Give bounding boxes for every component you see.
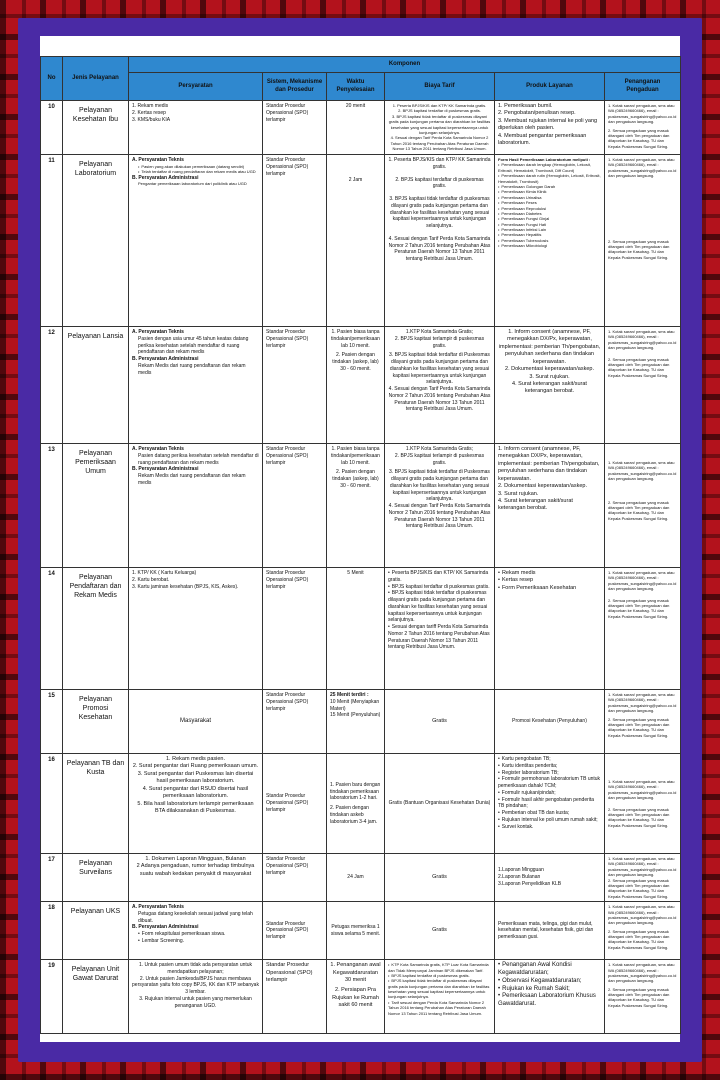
table-row	[41, 854, 681, 902]
procedure: Standar Prosedur Operasional (SPO) terlampir	[263, 754, 327, 854]
requirements: A. Persyaratan Teknis • Pasien yang akan dilakukan pemeriksaan (datang sendiri) • Telah terdaftar di ruang pendaftaran dan rekam medis atau UGD B. Persyaratan Administrasi Pengantar pemeriksaan laboratorium dari poliklinik atau UGD	[129, 155, 263, 327]
cost: Gratis	[385, 854, 495, 902]
table-row	[41, 754, 681, 854]
service-name: Pelayanan Promosi Kesehatan	[63, 690, 129, 754]
service-name: Pelayanan Kesehatan Ibu	[63, 101, 129, 155]
complaints: 1. Kotak saran/ pengaduan, sms atau WA (085249660466), email : puskesmas_sungaisiring@yahoo.co.id dan pengaduan langsung. 2. Semua pengaduan yang masuk ditangani oleh Tim pengaduan dan dilaporkan ke Kasubag. TU dan Kepala Puskesmas Sungai Siring.	[605, 754, 681, 854]
complaints: 1. Kotak saran/ pengaduan, sms atau WA (085249660466), email : puskesmas_sungaisiring@yahoo.co.id dan pengaduan langsung. 2. Semua pengaduan yang masuk ditangani oleh Tim pengaduan dan dilaporkan ke Kasubag. TU dan Kepala Puskesmas Sungai Siring.	[605, 155, 681, 327]
cost: • KTP Kota Samarinda gratis, KTP Luar Kota Samarinda dan Tidak Mempunyai Jaminan BPJS dikenakan Tarif. • BPJS kapitasi terdaftar di puskesmas gratis. • BPJS kapitasi tidak terdaftar di puskesmas dilayani gratis pada kunjungan pertama dan diarahkan ke fasilitas kesehatan yang sesuai kapitasi kepersertaannya untuk kunjungan selanjutnya. • Tarif sesuai dengan Perda Kota Samarinda Nomor 2 Tahun 2016 tentang Perubahan Atas Peraturan Daerah Nomor 13 Tahun 2011 tentang Retribusi Jasa Umum.	[385, 960, 495, 1034]
product: Form Hasil Pemeriksaan Laboratorium meliputi : • Pemeriksaan darah lengkap (Hemoglobin, Lekosit, Eritrosit, Hematokrit, Trombosit, Diff Count) • Pemeriksaan darah rutin (Hemoglobin, Lekosit, Eritrosit, Hematokrit, Trombosit) • Pemeriksaan Golongan Darah • Pemeriksaan Kimia Klinik • Pemeriksaan Urinalisa • Pemeriksaan Feses • Pemeriksaan Reproduksi • Pemeriksaan Diabetes • Pemeriksaan Fungsi Ginjal • Pemeriksaan Fungsi Hati • Pemeriksaan Infeksi Lain • Pemeriksaan Hepatitis • Pemeriksaan Tuberculosis • Pemeriksaan Mikrobiologi	[495, 155, 605, 327]
table-row	[41, 101, 681, 155]
complaints: 1. Kotak saran/ pengaduan, sms atau WA (085249660466), email : puskesmas_sungaisiring@yahoo.co.id dan pengaduan langsung. 2. Semua pengaduan yang masuk ditangani oleh Tim pengaduan dan dilaporkan ke Kasubag. TU dan Kepala Puskesmas Sungai Siring.	[605, 902, 681, 960]
row-no: 15	[41, 690, 63, 754]
product: • Penanganan Awal Kondisi Kegawatdaruratan; • Observasi Kegawatdaruratan; • Rujukan ke Rumah Sakit; • Pemeriksaan Laboratorium Khusus Gawatdarurat.	[495, 960, 605, 1034]
table-row	[41, 690, 681, 754]
table-header	[41, 57, 681, 101]
requirements: 1. Untuk pasien umum tidak ada persyaratan untuk mendapatkan pelayanan; 2. Untuk pasien Jamkesda/BPJS harus membawa persyaratan yaitu foto copy BPJS, KK dan KTP sebanyak 3 lembar. 3. Rujukan internal untuk pasien yang memerlukan penanganan UGD.	[129, 960, 263, 1034]
row-no: 10	[41, 101, 63, 155]
procedure: Standar Prosedur Operasional (SPO) terlampir	[263, 854, 327, 902]
service-name: Pelayanan Pemeriksaan Umum	[63, 444, 129, 568]
complaints: 1. Kotak saran/ pengaduan, sms atau WA (085249660466), email : puskesmas_sungaisiring@yahoo.co.id dan pengaduan langsung. 2. Semua pengaduan yang masuk ditangani oleh Tim pengaduan dan dilaporkan ke Kasubag. TU dan Kepala Puskesmas Sungai Siring.	[605, 960, 681, 1034]
cost: 1.KTP Kota Samarinda Gratis; 2. BPJS kapitasi terlampir di puskesmas gratis. 3. BPJS kapitasi tidak terdaftar di Puskesmas dilayani gratis pada kunjungan pertama dan diarahkan ke fasilitas kesehatan yang sesuai kapitasi kepersertaannya untuk kunjungan selanjutnya. 4. Sesuai dengan Tarif Perda Kota Samarinda Nomor 2 Tahun 2016 tentang Perubahan Atas Peraturan Daerah Nomor 13 Tahun 2011 tentang Retribusi Jasa Umum.	[385, 444, 495, 568]
header-sistem: Sistem, Mekanisme dan Prosedur	[263, 73, 327, 101]
procedure: Standar Prosedur Operasional (SPO) terlampir	[263, 902, 327, 960]
row-no: 14	[41, 568, 63, 690]
duration: 24 Jam	[327, 854, 385, 902]
complaints: 1. Kotak saran/ pengaduan, sms atau WA (085249660466), email : puskesmas_sungaisiring@yahoo.co.id dan pengaduan langsung. 2. Semua pengaduan yang masuk ditangani oleh Tim pengaduan dan dilaporkan ke Kasubag. TU dan Kepala Puskesmas Sungai Siring.	[605, 101, 681, 155]
header-biaya: Biaya Tarif	[385, 73, 495, 101]
cost: Gratis (Bantuan Organisasi Kesehatan Dunia)	[385, 754, 495, 854]
procedure: Standar Prosedur Operasional (SPO) terlampir	[263, 327, 327, 444]
table-row	[41, 327, 681, 444]
procedure: Standar Prosedur Operasional (SPO) terlampir	[263, 690, 327, 754]
complaints: 1. Kotak saran/ pengaduan, sms atau WA (085249660466), email : puskesmas_sungaisiring@yahoo.co.id dan pengaduan langsung. 2. Semua pengaduan yang masuk ditangani oleh Tim pengaduan dan dilaporkan ke Kasubag. TU dan Kepala Puskesmas Sungai Siring.	[605, 568, 681, 690]
duration: 25 Menit terdiri : 10 Menit (Menyiapkan Materi) 15 Menit (Penyuluhan)	[327, 690, 385, 754]
header-jenis: Jenis Pelayanan	[63, 57, 129, 101]
service-standard-table	[40, 56, 681, 1034]
complaints: 1. Kotak saran/ pengaduan, sms atau WA (085249660466), email : puskesmas_sungaisiring@yahoo.co.id dan pengaduan langsung. 2. Semua pengaduan yang masuk ditangani oleh Tim pengaduan dan dilaporkan ke Kasubag. TU dan Kepala Puskesmas Sungai Siring.	[605, 327, 681, 444]
requirements: 1. Dokumen Laporan Mingguan, Bulanan 2 Adanya pengaduan, rumor terhadap timbulnya suatu wabah kedakan penyakit di masyarakat	[129, 854, 263, 902]
product: Pemeriksaan mata, telinga, gigi dan mulut, kesehatan mental, kesehatan fisik, gizi dan pemeriksaan gusi.	[495, 902, 605, 960]
header-pengaduan: Penanganan Pengaduan	[605, 73, 681, 101]
requirements: Masyarakat	[129, 690, 263, 754]
cost: 1. Peserta BPJS/KIS dan KTP/ KK Samarinda gratis. 2. BPJS kapitasi terdaftar di puskesmas gratis. 3. BPJS kapitasi tidak terdaftar di puskesmas dilayani gratis pada kunjungan pertama dan diarahkan ke fasilitas kesehatan yang sesuai kapitasi kepersertaannya untuk kunjungan selanjutnya. 4. Sesuai dengan Tarif Perda Kota Samarinda Nomor 2 Tahun 2016 tentang Perubahan Atas Peraturan Daerah Nomor 13 Tahun 2011 tentang Retribusi Jasa Umum.	[385, 155, 495, 327]
product: 1. Pemeriksaan bumil. 2. Pengobatan/penulisan resep. 3. Membuat rujukan internal ke poli yang diperlukan oleh pasien. 4. Membuat pengantar pemeriksaan laboratorium.	[495, 101, 605, 155]
header-persyaratan: Persyaratan	[129, 73, 263, 101]
table-row	[41, 568, 681, 690]
row-no: 13	[41, 444, 63, 568]
requirements: A. Persyaratan Teknis Pasien dengan usia umur 45 tahun keatas datang periksa kesehatan setelah mendaftar di ruang pendaftaran dan rekam medis B. Persyaratan Administrasi Rekam Medis dari ruang pendaftaran dan rekam medis	[129, 327, 263, 444]
row-no: 11	[41, 155, 63, 327]
header-waktu: Waktu Penyelesaian	[327, 73, 385, 101]
table-row	[41, 960, 681, 1034]
service-name: Pelayanan Surveilans	[63, 854, 129, 902]
document-page	[40, 36, 680, 1042]
duration: 20 menit	[327, 101, 385, 155]
row-no: 17	[41, 854, 63, 902]
product: 1. Inform consent (anamnese, PF, menegakkan DX/Px, keperawatan, implementasi: pemberian Th/pengobatan, penyuluhan sederhana dan tindakan keperawatan. 2. Dokumentasi keperawatan/askep. 3. Surat rujukan. 4. Surat keterangan sakit/surat keterangan berobat.	[495, 327, 605, 444]
header-no: No	[41, 57, 63, 101]
service-name: Pelayanan TB dan Kusta	[63, 754, 129, 854]
procedure: Standar Prosedur Operasional (SPO) terlampir	[263, 155, 327, 327]
duration: 1. Pasien baru dengan tindakan pemeriksaan laboratorium 1-2 hari. 2. Pasien dengan tindakan askeb laboratorium 3-4 jam.	[327, 754, 385, 854]
requirements: A. Persyaratan Teknis Pasien datang periksa kesehatan setelah mendaftar di ruang pendaftaran dan rekam medis B. Persyaratan Administrasi Rekam Medis dari ruang pendaftaran dan rekam medis	[129, 444, 263, 568]
requirements: 1. Rekam medis 2. Kertas resep 3. KMS/buku KIA	[129, 101, 263, 155]
procedure: Standar Prosedur Operasional (SPO) terlampir	[263, 568, 327, 690]
cost: 1. Peserta BPJS/KIS dan KTP/ KK Samarinda gratis. 2. BPJS kapitasi terdaftar di puskesmas gratis. 3. BPJS kapitasi tidak terdaftar di puskesmas dilayani gratis pada kunjungan pertama dan diarahkan ke fasilitas kesehatan yang sesuai kapitasi kepersertaannya untuk kunjungan selanjutnya. 4. Sesuai dengan Tarif Perda Kota Samarinda Nomor 2 Tahun 2016 tentang Perubahan Atas Peraturan Daerah Nomor 13 Tahun 2011 tentang Retribusi Jasa Umum.	[385, 101, 495, 155]
duration: 5 Menit	[327, 568, 385, 690]
requirements: 1. KTP/ KK ( Kartu Keluarga) 2. Kartu berobat. 3. Kartu jaminan kesehatan (BPJS, KIS, Askes).	[129, 568, 263, 690]
duration: 1. Pasien biasa tanpa tindakan/pemeriksaan lab 10 menit. 2. Pasien dengan tindakan (askep, lab) 30 - 60 menit.	[327, 444, 385, 568]
table-row	[41, 444, 681, 568]
requirements: 1. Rekam medis pasien. 2. Surat pengantar dari Ruang pemeriksaan umum. 3. Surat pengantar dari Puskesmas lain disertai hasil pemeriksaan laboratorium. 4. Surat pengantar dari RSUD disertai hasil pemeriksaan laboratorium. 5. Bila hasil laboratorium terlampir pemeriksaan BTA dilaksanakan di Puskesmas.	[129, 754, 263, 854]
header-produk: Produk Layanan	[495, 73, 605, 101]
complaints: 1. Kotak saran/ pengaduan, sms atau WA (085249660466), email : puskesmas_sungaisiring@yahoo.co.id dan pengaduan langsung. 2. Semua pengaduan yang masuk ditangani oleh Tim pengaduan dan dilaporkan ke Kasubag. TU dan Kepala Puskesmas Sungai Siring.	[605, 444, 681, 568]
duration: 2 Jam	[327, 155, 385, 327]
duration: 1. Penanganan awal Kegawatdaruratan 30 menit 2. Persiapan Pra Rujukan ke Rumah sakit 60 menit	[327, 960, 385, 1034]
product: 1. Inform consent (anamnese, PF, menegakkan DX/Px, keperawatan, implementasi: pemberian Th/pengobatan, penyuluhan sederhana dan tindakan keperawatan. 2. Dokumentasi keperawatan/askep. 3. Surat rujukan. 4. Surat keterangan sakit/surat keterangan berobat.	[495, 444, 605, 568]
table-row	[41, 902, 681, 960]
product: • Kartu pengobatan TB; • Kartu identitas penderita; • Register laboratorium TB; • Formulir permohonan laboratorium TB untuk pemeriksaan dahak/ TCM; • Formulir rujukan/pindah; • Formulir hasil akhir pengobatan penderita TB pindahan; • Pemberian obat TB dan kusta; • Rujukan internal ke poli umum rumah sakit; • Survei kontak.	[495, 754, 605, 854]
table-row	[41, 155, 681, 327]
product: Promosi Kesehatan (Penyuluhan)	[495, 690, 605, 754]
cost: Gratis	[385, 690, 495, 754]
cost: 1.KTP Kota Samarinda Gratis; 2. BPJS kapitasi terlampir di puskesmas gratis. 3. BPJS kapitasi tidak terdaftar di Puskesmas dilayani gratis pada kunjungan pertama dan diarahkan ke fasilitas kesehatan yang sesuai kapitasi kepersertaannya untuk kunjungan selanjutnya. 4. Sesuai dengan Tarif Perda Kota Samarinda Nomor 2 Tahun 2016 tentang Perubahan Atas Peraturan Daerah Nomor 13 Tahun 2011 tentang Retribusi Jasa Umum.	[385, 327, 495, 444]
row-no: 12	[41, 327, 63, 444]
product: 1.Laporan Mingguan 2.Laporan Bulanan 3.Laporan Penyelidikan KLB	[495, 854, 605, 902]
row-no: 16	[41, 754, 63, 854]
complaints: 1. Kotak saran/ pengaduan, sms atau WA (085249660466), email : puskesmas_sungaisiring@yahoo.co.id dan pengaduan langsung. 2. Semua pengaduan yang masuk ditangani oleh Tim pengaduan dan dilaporkan ke Kasubag. TU dan Kepala Puskesmas Sungai Siring.	[605, 854, 681, 902]
procedure: Standar Prosedur Operasional (SPO) terlampir	[263, 101, 327, 155]
header-komponen: Komponen	[129, 57, 681, 73]
cost: Gratis	[385, 902, 495, 960]
requirements: A. Persyaratan Teknis Petugas datang kesekolah sesuai jadwal yang telah dibuat. B. Persyaratan Administrasi • Form rekapitulasi pemeriksaan siswa. • Lembar Screening.	[129, 902, 263, 960]
procedure: Standar Prosedur Operasional (SPO) terlampir	[263, 444, 327, 568]
product: • Rekam medis • Kertas resep • Form Pemeriksaan Kesehatan	[495, 568, 605, 690]
cost: • Peserta BPJS/KIS dan KTP/ KK Samarinda gratis. • BPJS kapitasi terdaftar di puskesmas gratis. • BPJS kapitasi tidak terdaftar di puskesmas dilayani gratis pada kunjungan pertama dan diarahkan ke fasilitas kesehatan yang sesuai kapitasi kepersertaannya untuk kunjungan selanjutnya. • Sesuai dengan tariff Perda Kota Samarinda Nomor 2 Tahun 2016 tentang Perubahan Atas Peraturan Daerah Nomor 13 Tahun 2011 tentang Retribusi Jasa Umum.	[385, 568, 495, 690]
duration: Petugas memeriksa 1 siswa selama 5 menit.	[327, 902, 385, 960]
duration: 1. Pasien biasa tanpa tindakan/pemeriksaan lab 10 menit. 2. Pasien dengan tindakan (askep, lab) 30 - 60 menit.	[327, 327, 385, 444]
row-no: 19	[41, 960, 63, 1034]
service-name: Pelayanan Lansia	[63, 327, 129, 444]
procedure: Standar Prosedur Operasional (SPO) terlampir	[263, 960, 327, 1034]
complaints: 1. Kotak saran/ pengaduan, sms atau WA (085249660466), email : puskesmas_sungaisiring@yahoo.co.id dan pengaduan langsung. 2. Semua pengaduan yang masuk ditangani oleh Tim pengaduan dan dilaporkan ke Kasubag. TU dan Kepala Puskesmas Sungai Siring.	[605, 690, 681, 754]
service-name: Pelayanan Pendaftaran dan Rekam Medis	[63, 568, 129, 690]
service-name: Pelayanan UKS	[63, 902, 129, 960]
service-name: Pelayanan Laboratorium	[63, 155, 129, 327]
service-name: Pelayanan Unit Gawat Darurat	[63, 960, 129, 1034]
row-no: 18	[41, 902, 63, 960]
